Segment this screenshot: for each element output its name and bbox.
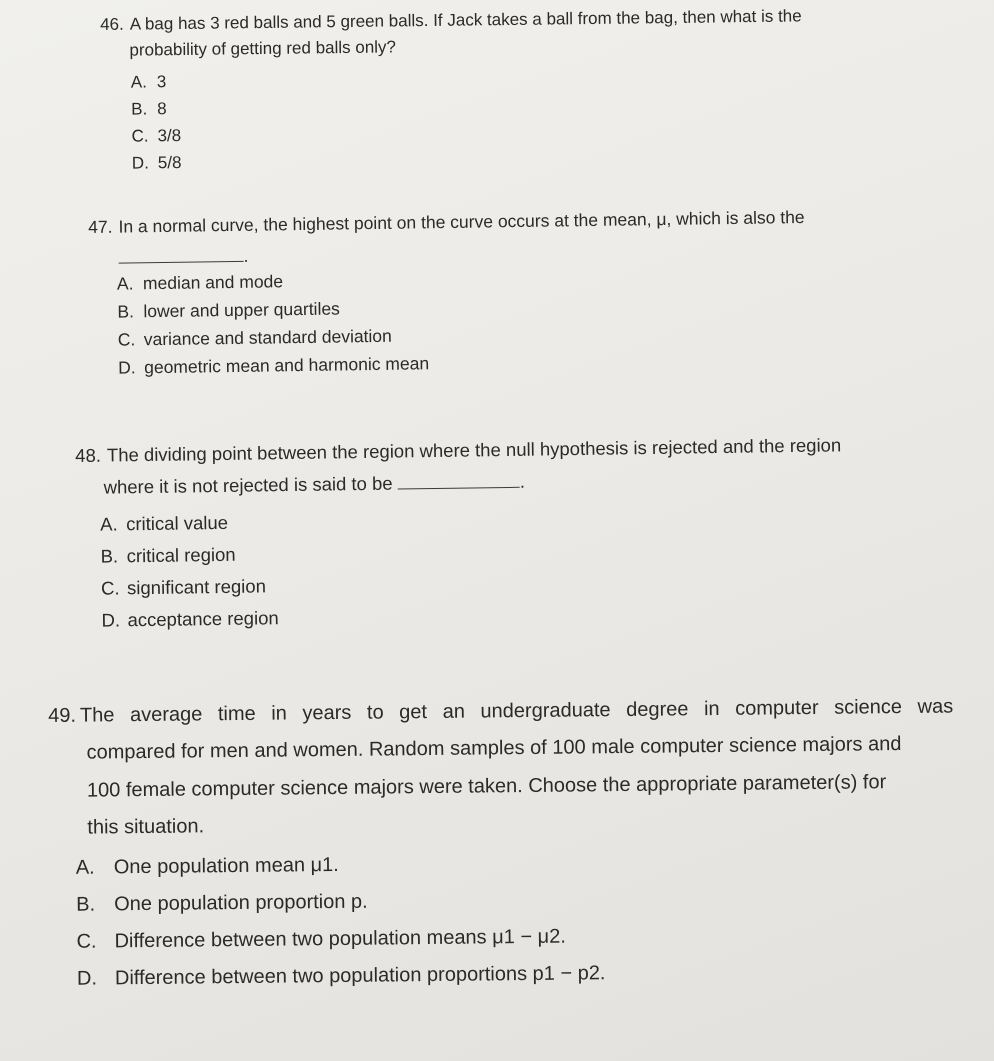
option-text: One population mean μ1. [113,853,339,878]
option-letter: A. [100,513,118,535]
stem-end-punctuation: . [243,246,249,267]
option-text: critical value [126,511,229,535]
answer-blank[interactable] [119,260,244,264]
question-stem-line: where it is not rejected is said to be [103,472,393,498]
option-text: 3 [156,71,167,91]
option-letter: B. [100,545,119,567]
question-number: 47. [88,216,113,237]
option-text: One population proportion p. [114,890,368,915]
option-letter: B. [131,99,148,119]
option-letter: A. [130,72,148,92]
option-text: lower and upper quartiles [143,298,341,322]
question-46-stem [100,2,881,64]
question-48-stem [75,428,926,505]
stem-end-punctuation: . [519,471,526,493]
question-stem-line: 100 female computer science majors were taken. Choose the appropriate parameter(s) for [86,771,887,802]
option-letter: D. [118,357,136,378]
answer-options [131,59,882,176]
question-stem-line: The average time in years to get an undergraduate degree in computer science was [79,695,954,727]
option-text: significant region [126,575,267,599]
question-47 [88,203,890,382]
option-text: 5/8 [157,152,182,172]
option-letter: C. [131,126,149,146]
answer-blank[interactable] [398,486,520,490]
option-letter: C. [76,930,97,953]
option-letter: A. [116,273,134,294]
question-47-stem [88,203,888,240]
question-46 [100,2,882,176]
option-text: Difference between two population means μ1 − μ2. [114,925,566,952]
answer-options [76,840,957,997]
option-text: acceptance region [127,606,279,631]
option-letter: A. [75,856,95,879]
option-letter: B. [76,893,96,916]
option-text: geometric mean and harmonic mean [144,353,430,378]
option-text: median and mode [142,271,284,294]
question-48 [75,428,928,637]
question-stem-line: A bag has 3 red balls and 5 green balls. If Jack takes a ball from the bag, then what is the [129,6,802,34]
question-stem-line: this situation. [87,815,205,839]
question-stem-line: The dividing point between the region where the null hypothesis is rejected and the region [106,434,842,466]
option-letter: D. [131,153,149,173]
option-letter: B. [117,301,135,322]
option-text: 3/8 [157,125,182,145]
question-stem-line: compared for men and women. Random samples of 100 male computer science majors and [86,733,902,764]
option-letter: C. [100,577,120,599]
option-text: critical region [126,543,236,567]
answer-options [117,259,890,382]
question-number: 49. [48,704,77,727]
option-text: Difference between two population proportions p1 − p2. [114,961,606,989]
question-number: 46. [100,14,124,34]
question-49 [48,689,956,998]
option-letter: C. [117,329,136,350]
option-text: 8 [157,98,167,118]
question-number: 48. [75,444,102,466]
option-letter: D. [101,609,121,631]
question-stem-line: In a normal curve, the highest point on the curve occurs at the mean, μ, which is also the [118,206,805,237]
question-stem-line: probability of getting red balls only? [129,37,397,60]
option-letter: D. [76,967,98,990]
option-text: variance and standard deviation [143,326,392,350]
question-49-stem-rest [48,726,954,848]
answer-options [100,497,928,637]
